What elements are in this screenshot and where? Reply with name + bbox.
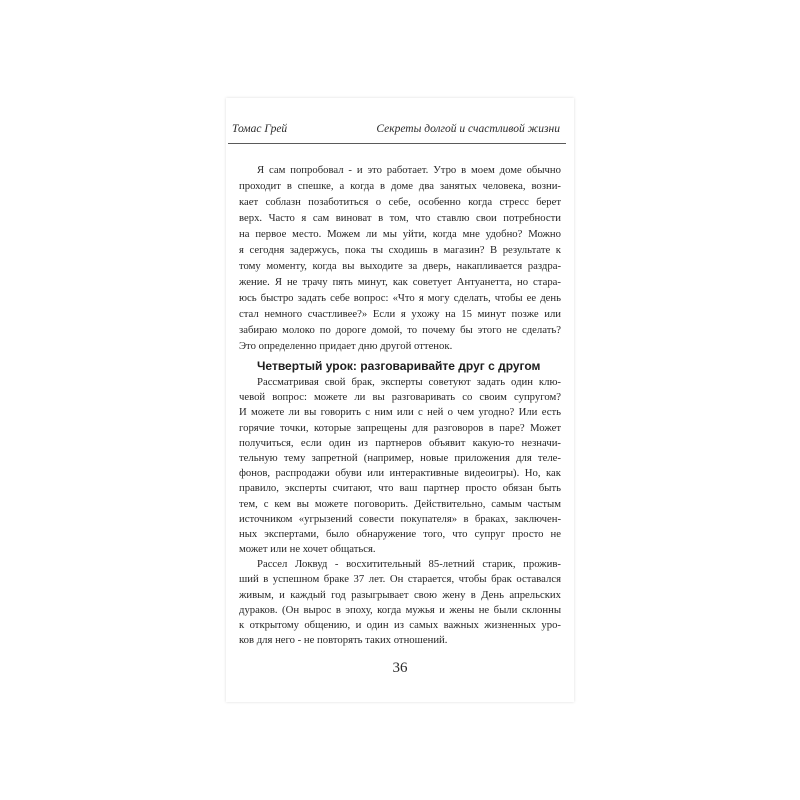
running-header-author: Томас Грей [232, 123, 288, 135]
paragraphs-2-3 [239, 375, 561, 648]
paragraph-1 [239, 162, 561, 354]
text-line: тому моменту, когда вы выходите за дверь, накапливается раздра- [239, 260, 561, 272]
text-line: к открытому общению, и один из самых важных жизненных уро- [239, 619, 561, 631]
text-line: я сегодня задержусь, пока ты сходишь в магазин? В результате к [239, 244, 561, 256]
text-line: тем, с кем вы можете поговорить. Действительно, самым частым [239, 497, 561, 510]
text-line: ший в успешном браке 37 лет. Он старается, чтобы брак оставался [239, 573, 561, 586]
text-line: ков для него - не повторять таких отношений. [239, 634, 448, 647]
running-header-book-title: Секреты долгой и счастливой жизни [376, 123, 560, 135]
text-line: фонов, распродажи обуви или интерактивные видеоигры). Но, как [239, 467, 561, 480]
text-line: кает соблазн позаботиться о себе, особенно когда стресс берет [239, 196, 561, 208]
text-line: Я сам попробовал - и это работает. Утро в моем доме обычно [257, 164, 561, 176]
text-line: юсь быстро задать себе вопрос: «Что я могу сделать, чтобы ее день [239, 292, 561, 304]
text-line: жение. Я не трачу пять минут, как советует Антуанетта, но стара- [239, 276, 561, 288]
text-line: забираю молоко по дороге домой, то почему бы этого не сделать? [239, 324, 561, 336]
text-line: проходит в спешке, а когда в доме два занятых человека, возни- [239, 180, 561, 192]
text-line: Рассел Локвуд - восхитительный 85-летний старик, прожив- [257, 558, 561, 571]
text-line: верх. Часто я сам виноват в том, что ставлю свои потребности [239, 212, 561, 224]
header-divider [228, 143, 566, 144]
text-line: на первое место. Можем ли мы уйти, когда мне удобно? Можно [239, 228, 561, 240]
text-line: дураков. (Он вырос в эпоху, когда мужья и жены не были склонны [239, 603, 561, 616]
text-line: горячие точки, которые запрещены для разговоров в паре? Может [239, 421, 561, 434]
text-line: источником «угрызений совести покупателя» в браках, заключен- [239, 512, 561, 525]
text-line: тельную тему запретной (например, новые приложения для теле- [239, 451, 561, 464]
page-number: 36 [392, 660, 408, 676]
text-line: ных экспертами, было обнаружение того, что супруг просто не [239, 527, 561, 540]
text-line: чевой вопрос: можете ли вы разговаривать со своим супругом? [239, 391, 561, 404]
text-line: Это определенно придает дню другой оттенок. [239, 340, 453, 352]
text-line: получиться, если один из партнеров объявит какую-то незначи- [239, 436, 561, 449]
text-line: Рассматривая свой брак, эксперты советуют задать один клю- [257, 376, 561, 388]
text-line: правило, эксперты считают, что ваш партнер просто обязан быть [239, 482, 561, 495]
text-line: живым, и каждый год разыгрывает свою жену в День апрельских [239, 588, 561, 601]
text-line: стал немного счастливее?» Если я ухожу на 15 минут позже или [239, 308, 561, 320]
text-line: может или не хочет общаться. [239, 543, 376, 556]
section-heading: Четвертый урок: разговаривайте друг с другом [257, 359, 541, 373]
text-line: И можете ли вы говорить с ним или с ней о чем угодно? Или есть [239, 406, 561, 419]
